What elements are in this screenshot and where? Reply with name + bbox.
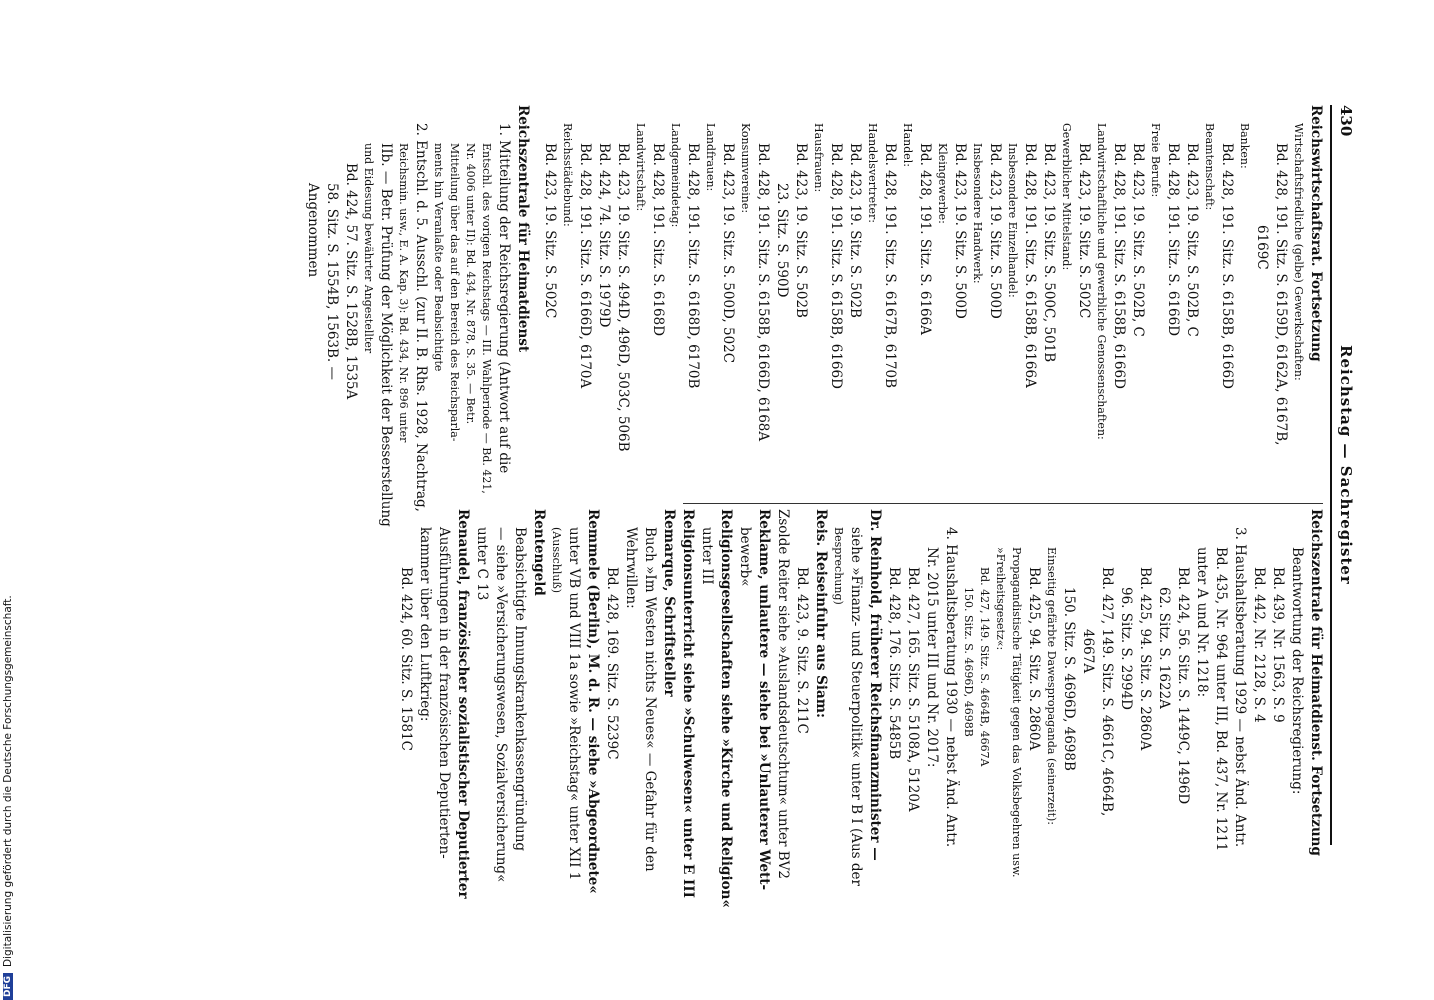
index-line: Bd. 424, 57. Sitz. S. 1528B, 1535A — [343, 163, 359, 400]
index-line: 62. Sitz. S. 1622A — [1156, 587, 1172, 709]
index-line: Gewerblicher Mittelstand: — [1060, 123, 1073, 271]
header-rule — [1330, 105, 1332, 845]
index-line: Beabsichtigte Innungskrankenkassengründung — [512, 527, 528, 852]
index-line: Bd. 423, 19. Sitz. S. 500C, 501B — [1041, 143, 1057, 363]
index-line: Bd. 428, 191. Sitz. S. 6158B, 6166D — [1111, 143, 1127, 389]
index-line: Landwirtschaftliche und gewerbliche Genossenschaften: — [1095, 123, 1108, 440]
index-line: Banken: — [1238, 123, 1251, 169]
index-line: Nr. 2015 unter III und Nr. 2017: — [924, 547, 940, 768]
index-line: Bd. 435, Nr. 964 unter III, Bd. 437, Nr. 1211 — [1213, 547, 1229, 852]
index-line: Ausführungen in der französischen Deputierten- — [436, 527, 452, 859]
index-line: bewerb« — [737, 527, 753, 587]
index-heading: Remmele (Berlin), M. d. R. — siehe »Abgeordnete« — [585, 509, 601, 894]
index-heading: Remarque, Schriftsteller — [661, 509, 677, 697]
index-line: Bd. 428, 176. Sitz. S. 5485B — [886, 567, 902, 760]
index-line: 1. Mitteilung der Reichsregierung (Antwort auf die — [496, 123, 512, 474]
index-line: Bd. 442, Nr. 2128, S. 4 — [1251, 567, 1267, 723]
index-line: Bd. 427, 149. Sitz. S. 4661C, 4664B, — [1099, 567, 1115, 817]
index-line: unter III — [699, 527, 715, 585]
index-line: Landfrauen: — [704, 123, 717, 192]
page-header — [1325, 105, 1355, 845]
index-line: 96. Sitz. S. 2994D — [1118, 587, 1134, 710]
index-line: 2. Entschl. d. 5. Ausschl. (zur II. B. Rhs. 1928, Nachtrag, — [413, 123, 429, 512]
index-line: Nr. 4006 unter II): Bd. 434, Nr. 878, S. 35. — Betr. — [464, 143, 477, 425]
digitization-credit-text: Digitalisierung gefördert durch die Deutsche Forschungsgemeinschaft. — [2, 595, 14, 967]
index-line: Bd. 423, 19. Sitz. S. 502B, C — [1130, 143, 1146, 337]
index-line: Wirtschaftsfriedliche (gelbe) Gewerkschaften: — [1292, 123, 1305, 381]
index-line: Bd. 423, 19. Sitz. S. 502B, C — [1184, 143, 1200, 337]
index-heading: Reichszentrale für Heimatdienst — [515, 105, 531, 353]
index-line: Bd. 439, Nr. 1563, S. 9 — [1270, 567, 1286, 723]
index-line: Handelsvertreter: — [866, 123, 879, 224]
index-line: unter VB und VIII 1a sowie »Reichstag« unter XII 1 — [566, 527, 582, 881]
index-line: Konsumvereine: — [739, 123, 752, 214]
rotated-register-page — [175, 105, 1355, 908]
index-heading: Reis. Reiseinfuhr aus Siam: — [813, 509, 829, 719]
index-line: Bd. 428, 191. Sitz. S. 6166A — [917, 143, 933, 335]
index-line: Bd. 428, 191. Sitz. S. 6158B, 6166D — [828, 143, 844, 389]
index-line: 3. Haushaltsberatung 1929 — nebst Änd. Antr. — [1232, 527, 1248, 848]
index-line: Bd. 428, 191. Sitz. S. 6159D, 6162A, 6167B, — [1273, 143, 1289, 446]
index-heading: Religionsgesellschaften siehe »Kirche und Religion« — [718, 509, 734, 908]
index-line: Bd. 423, 19. Sitz. S. 500D — [987, 143, 1003, 319]
index-line: Bd. 423, 19. Sitz. S. 502C — [542, 143, 558, 319]
index-line: Beantwortung der Reichsregierung: — [1289, 547, 1305, 795]
index-line: Bd. 428, 191. Sitz. S. 6158B, 6166A — [1022, 143, 1038, 388]
index-line: Bd. 428, 169. Sitz. S. 5239C — [604, 567, 620, 760]
index-line: 4667A — [1080, 629, 1096, 674]
index-line: Bd. 428, 191. Sitz. S. 6168D — [650, 143, 666, 337]
index-line: Bd. 427, 149. Sitz. S. 4664B, 4667A — [978, 567, 991, 767]
index-heading: Reichszentrale für Heimatdienst. Fortsetzung — [1308, 509, 1324, 856]
index-line: Propagandistische Tätigkeit gegen das Volksbegehren usw. — [1010, 547, 1023, 878]
index-line: Reichsstädtebund: — [561, 123, 574, 227]
index-line: Bd. 425, 94. Sitz. S. 2860A — [1026, 567, 1042, 751]
index-line: Bd. 423, 19. Sitz. S. 502B — [847, 143, 863, 318]
index-line: — siehe »Versicherungswesen, Sozialversicherung« — [493, 527, 509, 883]
index-heading: Reklame, unlautere — siehe bei »Unlauterer Wett- — [756, 509, 772, 891]
spacer — [532, 105, 540, 500]
index-heading: Reichswirtschaftsrat. Fortsetzung — [1308, 105, 1324, 362]
index-line: Landwirtschaft: — [634, 123, 647, 212]
index-line: 6169C — [1254, 225, 1270, 270]
index-heading: Religionsunterricht siehe »Schulwesen« unter E III — [680, 509, 696, 898]
index-heading: Rentengeld — [531, 509, 547, 596]
index-line: Bd. 423, 19. Sitz. S. 500D — [952, 143, 968, 319]
index-line: (Ausschluß) — [550, 527, 563, 594]
index-line: Insbesondere Einzelhandel: — [1006, 143, 1019, 298]
index-line: Bd. 423, 19. Sitz. S. 500D, 502C — [720, 143, 736, 364]
index-line: kammer über den Luftkrieg: — [417, 527, 433, 722]
index-line: Bd. 425, 94. Sitz. S. 2860A — [1137, 567, 1153, 751]
index-line: Landgemeindetag: — [669, 123, 682, 228]
left-column — [303, 105, 1325, 527]
index-line: Mitteilung über das auf den Bereich des Reichsparla- — [448, 143, 461, 442]
column-divider — [683, 503, 1323, 504]
page-number: 430 — [1337, 105, 1355, 137]
index-line: Bd. 427, 165. Sitz. S. 5108A, 5120A — [905, 567, 921, 812]
index-line: 4. Haushaltsberatung 1930 — nebst Änd. Antr. — [943, 527, 959, 848]
index-line: Bd. 428, 191. Sitz. S. 6158B, 6166D — [1219, 143, 1235, 389]
index-line: siehe »Finanz- und Steuerpolitik« unter B I (Aus der — [848, 527, 864, 886]
digitization-credit — [2, 595, 14, 1000]
index-line: Angenommen — [305, 183, 321, 278]
index-heading: Dr. Reinhold, früherer Reichsfinanzminister — — [867, 509, 883, 861]
index-line: Insbesondere Handwerk: — [971, 143, 984, 284]
index-line: 58. Sitz. S. 1554B, 1563B. — — [324, 183, 340, 381]
index-heading: Renaudel, französischer sozialistischer Deputierter — [455, 509, 471, 899]
index-line: Entschl. des vorigen Reichstags — III. Wahlperiode — Bd. 421, — [480, 143, 493, 494]
index-line: Freie Berufe: — [1149, 123, 1162, 198]
index-line: Bd. 424, 60. Sitz. S. 1581C — [398, 567, 414, 751]
index-line: 23. Sitz. S. 590D — [774, 183, 790, 298]
index-line: Zsolde Reiter siehe »Auslandsdeutschtum« unter BV2 — [775, 509, 791, 879]
index-line: Beamtenschaft: — [1203, 123, 1216, 211]
index-line: Bd. 423, 19. Sitz. S. 502C — [1076, 143, 1092, 319]
index-line: Bd. 428, 191. Sitz. S. 6158B, 6166D, 6168A — [755, 143, 771, 442]
index-line: Hausfrauen: — [812, 123, 825, 193]
index-line: Bd. 423, 9. Sitz. S. 211C — [794, 567, 810, 734]
index-line: Bd. 424, 56. Sitz. S. 1449C, 1496D — [1175, 567, 1191, 805]
index-line: unter A und Nr. 1218: — [1194, 547, 1210, 698]
index-line: Bd. 428, 191. Sitz. S. 6168D, 6170B — [685, 143, 701, 389]
running-title: Reichstag — Sachregister — [1337, 345, 1355, 585]
index-line: IIb. — Betr. Prüfung der Möglichkeit der Besserstellung — [378, 143, 394, 527]
index-line: und Eidesung bewährter Angestellter — [362, 143, 375, 354]
index-line: »Freiheitsgesetz«: — [994, 547, 1007, 651]
index-line: Einseitig gefärbte Dawespropaganda (seinerzeit): — [1045, 547, 1058, 825]
index-line: ments hin Veranlaßte oder Beabsichtigte — [432, 143, 445, 372]
index-line: Bd. 424, 74. Sitz. S. 1979D — [596, 143, 612, 328]
dfg-logo: DFG — [3, 973, 13, 1000]
index-line: Besprechung) — [832, 527, 845, 605]
index-line: Kleingewerbe: — [936, 143, 949, 224]
index-line: Bd. 423, 19. Sitz. S. 502B — [793, 143, 809, 318]
right-column — [396, 509, 1325, 908]
index-line: Bd. 423, 19. Sitz. S. 494D, 496D, 503C, 506B — [615, 143, 631, 452]
index-line: Bd. 428, 191. Sitz. S. 6166D — [1165, 143, 1181, 337]
index-line: Reichsmin. usw., E. A. Kap. 3): Bd. 434, Nr. 896 unter — [397, 143, 410, 443]
index-line: Buch »Im Westen nichts Neues« — Gefahr für den — [642, 527, 658, 872]
index-line: Handel: — [901, 123, 914, 168]
index-line: 150. Sitz. S. 4696D, 4698B — [962, 587, 975, 737]
index-line: 150. Sitz. S. 4696D, 4698B — [1061, 587, 1077, 771]
index-line: unter C 13 — [474, 527, 490, 601]
index-line: Wehrwillen: — [623, 527, 639, 609]
index-line: Bd. 428, 191. Sitz. S. 6167B, 6170B — [882, 143, 898, 389]
index-line: Bd. 428, 191. Sitz. S. 6166D, 6170A — [577, 143, 593, 389]
